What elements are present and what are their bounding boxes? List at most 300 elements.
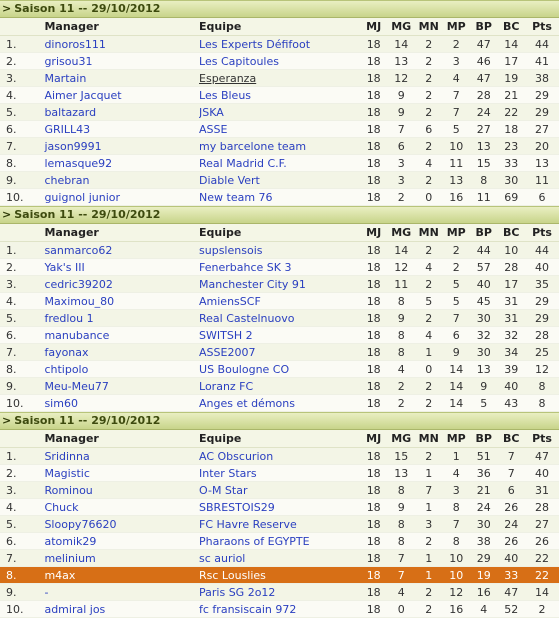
stat-bc: 69: [498, 189, 526, 206]
col-rank: [0, 18, 44, 36]
col-bc[interactable]: BC: [498, 430, 526, 448]
stat-mg: 7: [387, 121, 415, 138]
standings-table: [0, 430, 559, 618]
manager-link[interactable]: fredlou 1: [44, 311, 94, 325]
team-link[interactable]: my barcelone team: [199, 139, 307, 153]
team-link[interactable]: Les Bleus: [199, 88, 252, 102]
table-row: [0, 104, 559, 121]
table-row: [0, 36, 559, 53]
stat-bc: 17: [498, 53, 526, 70]
stat-mg: 12: [387, 70, 415, 87]
col-mp[interactable]: MP: [442, 224, 470, 242]
manager-link[interactable]: cedric39202: [44, 277, 113, 291]
col-bp[interactable]: BP: [470, 18, 498, 36]
stat-pts: 29: [525, 293, 559, 310]
team-link[interactable]: FC Havre Reserve: [199, 517, 297, 531]
team-link[interactable]: Paris SG 2o12: [199, 585, 276, 599]
manager-link[interactable]: melinium: [44, 551, 96, 565]
team-link[interactable]: sc auriol: [199, 551, 246, 565]
section-title: Saison 11 -- 29/10/2012: [14, 208, 161, 221]
manager-link[interactable]: m4ax: [44, 568, 76, 582]
stat-bp: 24: [470, 104, 498, 121]
stat-bc: 32: [498, 327, 526, 344]
stat-bp: 30: [470, 516, 498, 533]
stat-mj: 18: [360, 138, 388, 155]
rank: 2.: [0, 53, 44, 70]
col-manager[interactable]: Manager: [44, 430, 199, 448]
stat-mn: 1: [415, 567, 443, 584]
stat-mj: 18: [360, 448, 388, 465]
stat-mp: 6: [442, 327, 470, 344]
stat-bc: 21: [498, 87, 526, 104]
manager-link[interactable]: Rominou: [44, 483, 93, 497]
col-bp[interactable]: BP: [470, 224, 498, 242]
stat-bp: 44: [470, 242, 498, 259]
standings-table: [0, 224, 559, 412]
stat-bc: 7: [498, 465, 526, 482]
stat-bc: 26: [498, 499, 526, 516]
section-header[interactable]: [0, 206, 559, 224]
stat-bc: 34: [498, 344, 526, 361]
stat-bp: 45: [470, 293, 498, 310]
table-row: [0, 310, 559, 327]
col-equipe[interactable]: Equipe: [199, 224, 360, 242]
stat-mn: 2: [415, 138, 443, 155]
col-mp[interactable]: MP: [442, 18, 470, 36]
stat-mg: 9: [387, 499, 415, 516]
stat-mn: 2: [415, 104, 443, 121]
manager-link[interactable]: dinoros111: [44, 37, 106, 51]
table-row: [0, 155, 559, 172]
manager-link[interactable]: sim60: [44, 396, 78, 410]
stat-mg: 13: [387, 53, 415, 70]
stat-bp: 57: [470, 259, 498, 276]
stat-mg: 8: [387, 344, 415, 361]
col-pts[interactable]: Pts: [525, 430, 559, 448]
stat-bc: 22: [498, 104, 526, 121]
table-row: [0, 448, 559, 465]
rank: 8.: [0, 361, 44, 378]
team-link[interactable]: Fenerbahce SK 3: [199, 260, 292, 274]
stat-bp: 13: [470, 138, 498, 155]
table-row: [0, 189, 559, 206]
stat-mp: 2: [442, 36, 470, 53]
stat-mj: 18: [360, 465, 388, 482]
table-row: [0, 259, 559, 276]
manager-link[interactable]: grisou31: [44, 54, 93, 68]
manager-link[interactable]: lemasque92: [44, 156, 113, 170]
stat-mg: 12: [387, 259, 415, 276]
table-header-row: [0, 18, 559, 36]
stat-pts: 28: [525, 327, 559, 344]
col-mn[interactable]: MN: [415, 18, 443, 36]
col-mp[interactable]: MP: [442, 430, 470, 448]
stat-mj: 18: [360, 310, 388, 327]
stat-mp: 2: [442, 259, 470, 276]
table-row: [0, 121, 559, 138]
manager-link[interactable]: jason9991: [44, 139, 102, 153]
stat-mp: 10: [442, 138, 470, 155]
manager-link[interactable]: manubance: [44, 328, 110, 342]
stat-mj: 18: [360, 482, 388, 499]
stat-mj: 18: [360, 70, 388, 87]
rank: 3.: [0, 70, 44, 87]
team-link[interactable]: Real Castelnuovo: [199, 311, 295, 325]
stat-mg: 15: [387, 448, 415, 465]
stat-bc: 7: [498, 448, 526, 465]
manager-link[interactable]: fayonax: [44, 345, 89, 359]
table-row: [0, 344, 559, 361]
league-section: [0, 206, 559, 412]
stat-mg: 8: [387, 533, 415, 550]
stat-mj: 18: [360, 361, 388, 378]
stat-bc: 43: [498, 395, 526, 412]
table-row: [0, 499, 559, 516]
stat-pts: 8: [525, 395, 559, 412]
manager-link[interactable]: -: [44, 585, 49, 599]
table-row: [0, 138, 559, 155]
manager-link[interactable]: guignol junior: [44, 190, 121, 204]
col-pts[interactable]: Pts: [525, 18, 559, 36]
stat-mj: 18: [360, 395, 388, 412]
manager-link[interactable]: chebran: [44, 173, 90, 187]
rank: 3.: [0, 482, 44, 499]
expand-arrow-icon[interactable]: >: [2, 2, 12, 15]
stat-pts: 22: [525, 567, 559, 584]
stat-bc: 17: [498, 276, 526, 293]
stat-mj: 18: [360, 104, 388, 121]
stat-mj: 18: [360, 189, 388, 206]
manager-link[interactable]: Magistic: [44, 466, 90, 480]
stat-mn: 0: [415, 189, 443, 206]
stat-mj: 18: [360, 36, 388, 53]
stat-mj: 18: [360, 327, 388, 344]
rank: 10.: [0, 601, 44, 618]
stat-bp: 24: [470, 499, 498, 516]
standings-table: [0, 18, 559, 206]
stat-bp: 47: [470, 70, 498, 87]
rank: 7.: [0, 138, 44, 155]
team-link[interactable]: ASSE: [199, 122, 228, 136]
col-mg[interactable]: MG: [387, 430, 415, 448]
team-link[interactable]: SBRESTOIS29: [199, 500, 275, 514]
section-header[interactable]: [0, 412, 559, 430]
stat-mj: 18: [360, 172, 388, 189]
stat-pts: 8: [525, 378, 559, 395]
stat-pts: 2: [525, 601, 559, 618]
stat-mn: 2: [415, 242, 443, 259]
stat-mn: 0: [415, 361, 443, 378]
stat-mp: 5: [442, 293, 470, 310]
col-pts[interactable]: Pts: [525, 224, 559, 242]
stat-pts: 25: [525, 344, 559, 361]
rank: 4.: [0, 499, 44, 516]
stat-mn: 2: [415, 584, 443, 601]
expand-arrow-icon[interactable]: >: [2, 414, 12, 427]
rank: 4.: [0, 293, 44, 310]
col-mj[interactable]: MJ: [360, 224, 388, 242]
col-mn[interactable]: MN: [415, 224, 443, 242]
rank: 8.: [0, 567, 44, 584]
table-header-row: [0, 224, 559, 242]
col-mn[interactable]: MN: [415, 430, 443, 448]
stat-pts: 44: [525, 36, 559, 53]
stat-mg: 9: [387, 104, 415, 121]
col-manager[interactable]: Manager: [44, 224, 199, 242]
table-row: [0, 395, 559, 412]
team-link[interactable]: Rsc Louslies: [199, 568, 266, 582]
table-row: [0, 70, 559, 87]
stat-bp: 28: [470, 87, 498, 104]
stat-pts: 41: [525, 53, 559, 70]
stat-mn: 2: [415, 70, 443, 87]
rank: 8.: [0, 155, 44, 172]
stat-mp: 10: [442, 567, 470, 584]
rank: 2.: [0, 465, 44, 482]
stat-mj: 18: [360, 276, 388, 293]
stat-mj: 18: [360, 121, 388, 138]
stat-mn: 2: [415, 276, 443, 293]
team-link[interactable]: Anges et démons: [199, 396, 295, 410]
stat-bc: 10: [498, 242, 526, 259]
stat-bc: 33: [498, 155, 526, 172]
stat-pts: 29: [525, 87, 559, 104]
stat-mg: 7: [387, 550, 415, 567]
stat-mp: 4: [442, 70, 470, 87]
stat-mg: 14: [387, 242, 415, 259]
col-mj[interactable]: MJ: [360, 18, 388, 36]
team-link[interactable]: AmiensSCF: [199, 294, 261, 308]
manager-link[interactable]: Chuck: [44, 500, 79, 514]
stat-pts: 13: [525, 155, 559, 172]
stat-pts: 38: [525, 70, 559, 87]
stat-mp: 12: [442, 584, 470, 601]
stat-bc: 40: [498, 378, 526, 395]
stat-mj: 18: [360, 516, 388, 533]
stat-bp: 4: [470, 601, 498, 618]
col-mg[interactable]: MG: [387, 18, 415, 36]
manager-link[interactable]: Sloopy76620: [44, 517, 117, 531]
col-equipe[interactable]: Equipe: [199, 18, 360, 36]
manager-link[interactable]: Meu-Meu77: [44, 379, 109, 393]
col-equipe[interactable]: Equipe: [199, 430, 360, 448]
stat-mp: 9: [442, 344, 470, 361]
stat-bc: 19: [498, 70, 526, 87]
stat-bc: 31: [498, 293, 526, 310]
stat-pts: 29: [525, 310, 559, 327]
table-row: [0, 276, 559, 293]
stat-mn: 5: [415, 293, 443, 310]
team-link[interactable]: AC Obscurion: [199, 449, 274, 463]
rank: 1.: [0, 242, 44, 259]
stat-mn: 2: [415, 601, 443, 618]
rank: 7.: [0, 344, 44, 361]
stat-bc: 14: [498, 36, 526, 53]
stat-mg: 8: [387, 516, 415, 533]
team-link[interactable]: Manchester City 91: [199, 277, 306, 291]
stat-mn: 2: [415, 172, 443, 189]
stat-mj: 18: [360, 378, 388, 395]
stat-pts: 11: [525, 172, 559, 189]
stat-mg: 14: [387, 36, 415, 53]
stat-mg: 8: [387, 293, 415, 310]
team-link[interactable]: SWITSH 2: [199, 328, 253, 342]
rank: 2.: [0, 259, 44, 276]
rank: 4.: [0, 87, 44, 104]
manager-link[interactable]: GRILL43: [44, 122, 91, 136]
col-rank: [0, 224, 44, 242]
stat-mg: 2: [387, 189, 415, 206]
col-mg[interactable]: MG: [387, 224, 415, 242]
stat-mj: 18: [360, 533, 388, 550]
team-link[interactable]: Les Capitoules: [199, 54, 279, 68]
team-link[interactable]: Loranz FC: [199, 379, 254, 393]
table-row: [0, 567, 559, 584]
stat-mn: 1: [415, 550, 443, 567]
stat-bp: 5: [470, 395, 498, 412]
stat-mj: 18: [360, 550, 388, 567]
rank: 6.: [0, 533, 44, 550]
team-link[interactable]: JSKA: [199, 105, 224, 119]
rank: 5.: [0, 516, 44, 533]
col-mj[interactable]: MJ: [360, 430, 388, 448]
team-link[interactable]: US Boulogne CO: [199, 362, 290, 376]
stat-mp: 5: [442, 121, 470, 138]
expand-arrow-icon[interactable]: >: [2, 208, 12, 221]
stat-pts: 14: [525, 584, 559, 601]
stat-bc: 18: [498, 121, 526, 138]
stat-mp: 14: [442, 378, 470, 395]
manager-link[interactable]: Aimer Jacquet: [44, 88, 122, 102]
manager-link[interactable]: admiral jos: [44, 602, 106, 616]
team-link[interactable]: ASSE2007: [199, 345, 256, 359]
stat-mn: 1: [415, 465, 443, 482]
stat-mn: 2: [415, 448, 443, 465]
stat-mn: 2: [415, 395, 443, 412]
stat-bp: 13: [470, 361, 498, 378]
team-link[interactable]: O-M Star: [199, 483, 248, 497]
stat-pts: 31: [525, 482, 559, 499]
manager-link[interactable]: sanmarco62: [44, 243, 113, 257]
stat-mp: 11: [442, 155, 470, 172]
team-link[interactable]: Diable Vert: [199, 173, 260, 187]
stat-mg: 2: [387, 378, 415, 395]
stat-bp: 19: [470, 567, 498, 584]
team-link[interactable]: supslensois: [199, 243, 263, 257]
team-link[interactable]: Esperanza: [199, 71, 257, 85]
manager-link[interactable]: Yak's III: [44, 260, 85, 274]
manager-link[interactable]: chtipolo: [44, 362, 89, 376]
col-bc[interactable]: BC: [498, 18, 526, 36]
stat-mg: 3: [387, 172, 415, 189]
stat-bc: 28: [498, 259, 526, 276]
stat-pts: 22: [525, 550, 559, 567]
stat-bp: 51: [470, 448, 498, 465]
stat-pts: 20: [525, 138, 559, 155]
stat-mg: 4: [387, 584, 415, 601]
section-title: Saison 11 -- 29/10/2012: [14, 2, 161, 15]
stat-mp: 16: [442, 601, 470, 618]
table-row: [0, 327, 559, 344]
stat-bp: 36: [470, 465, 498, 482]
stat-mg: 8: [387, 482, 415, 499]
stat-bc: 40: [498, 550, 526, 567]
col-bc[interactable]: BC: [498, 224, 526, 242]
manager-link[interactable]: Maximou_80: [44, 294, 115, 308]
table-row: [0, 172, 559, 189]
stat-mp: 7: [442, 87, 470, 104]
stat-mn: 2: [415, 53, 443, 70]
stat-mp: 3: [442, 53, 470, 70]
stat-mg: 0: [387, 601, 415, 618]
stat-mn: 4: [415, 259, 443, 276]
stat-mg: 3: [387, 155, 415, 172]
col-bp[interactable]: BP: [470, 430, 498, 448]
stat-bc: 26: [498, 533, 526, 550]
stat-mj: 18: [360, 53, 388, 70]
rank: 5.: [0, 104, 44, 121]
team-link[interactable]: Real Madrid C.F.: [199, 156, 287, 170]
team-link[interactable]: Pharaons of EGYPTE: [199, 534, 310, 548]
stat-mp: 7: [442, 516, 470, 533]
col-manager[interactable]: Manager: [44, 18, 199, 36]
stat-mj: 18: [360, 259, 388, 276]
stat-mp: 8: [442, 533, 470, 550]
table-row: [0, 601, 559, 618]
rank: 3.: [0, 276, 44, 293]
stat-mp: 14: [442, 395, 470, 412]
stat-mp: 1: [442, 448, 470, 465]
stat-mn: 1: [415, 499, 443, 516]
table-row: [0, 533, 559, 550]
stat-bp: 30: [470, 310, 498, 327]
stat-mg: 7: [387, 567, 415, 584]
manager-link[interactable]: Martain: [44, 71, 87, 85]
stat-mp: 8: [442, 499, 470, 516]
manager-link[interactable]: Sridinna: [44, 449, 90, 463]
stat-mg: 9: [387, 310, 415, 327]
stat-bc: 33: [498, 567, 526, 584]
stat-bp: 27: [470, 121, 498, 138]
manager-link[interactable]: baltazard: [44, 105, 97, 119]
stat-mg: 13: [387, 465, 415, 482]
rank: 10.: [0, 189, 44, 206]
stat-mp: 4: [442, 465, 470, 482]
stat-mn: 2: [415, 533, 443, 550]
stat-mg: 4: [387, 361, 415, 378]
team-link[interactable]: New team 76: [199, 190, 273, 204]
stat-mg: 11: [387, 276, 415, 293]
team-link[interactable]: Les Experts Défifoot: [199, 37, 311, 51]
col-rank: [0, 430, 44, 448]
team-link[interactable]: fc fransiscain 972: [199, 602, 297, 616]
section-header[interactable]: [0, 0, 559, 18]
stat-mg: 9: [387, 87, 415, 104]
team-link[interactable]: Inter Stars: [199, 466, 257, 480]
stat-mp: 7: [442, 310, 470, 327]
stat-mg: 2: [387, 395, 415, 412]
stat-mp: 13: [442, 172, 470, 189]
stat-pts: 26: [525, 533, 559, 550]
league-section: [0, 0, 559, 206]
stat-pts: 28: [525, 499, 559, 516]
stat-mj: 18: [360, 293, 388, 310]
league-section: [0, 412, 559, 618]
table-row: [0, 482, 559, 499]
stat-mj: 18: [360, 584, 388, 601]
stat-pts: 40: [525, 259, 559, 276]
manager-link[interactable]: atomik29: [44, 534, 97, 548]
